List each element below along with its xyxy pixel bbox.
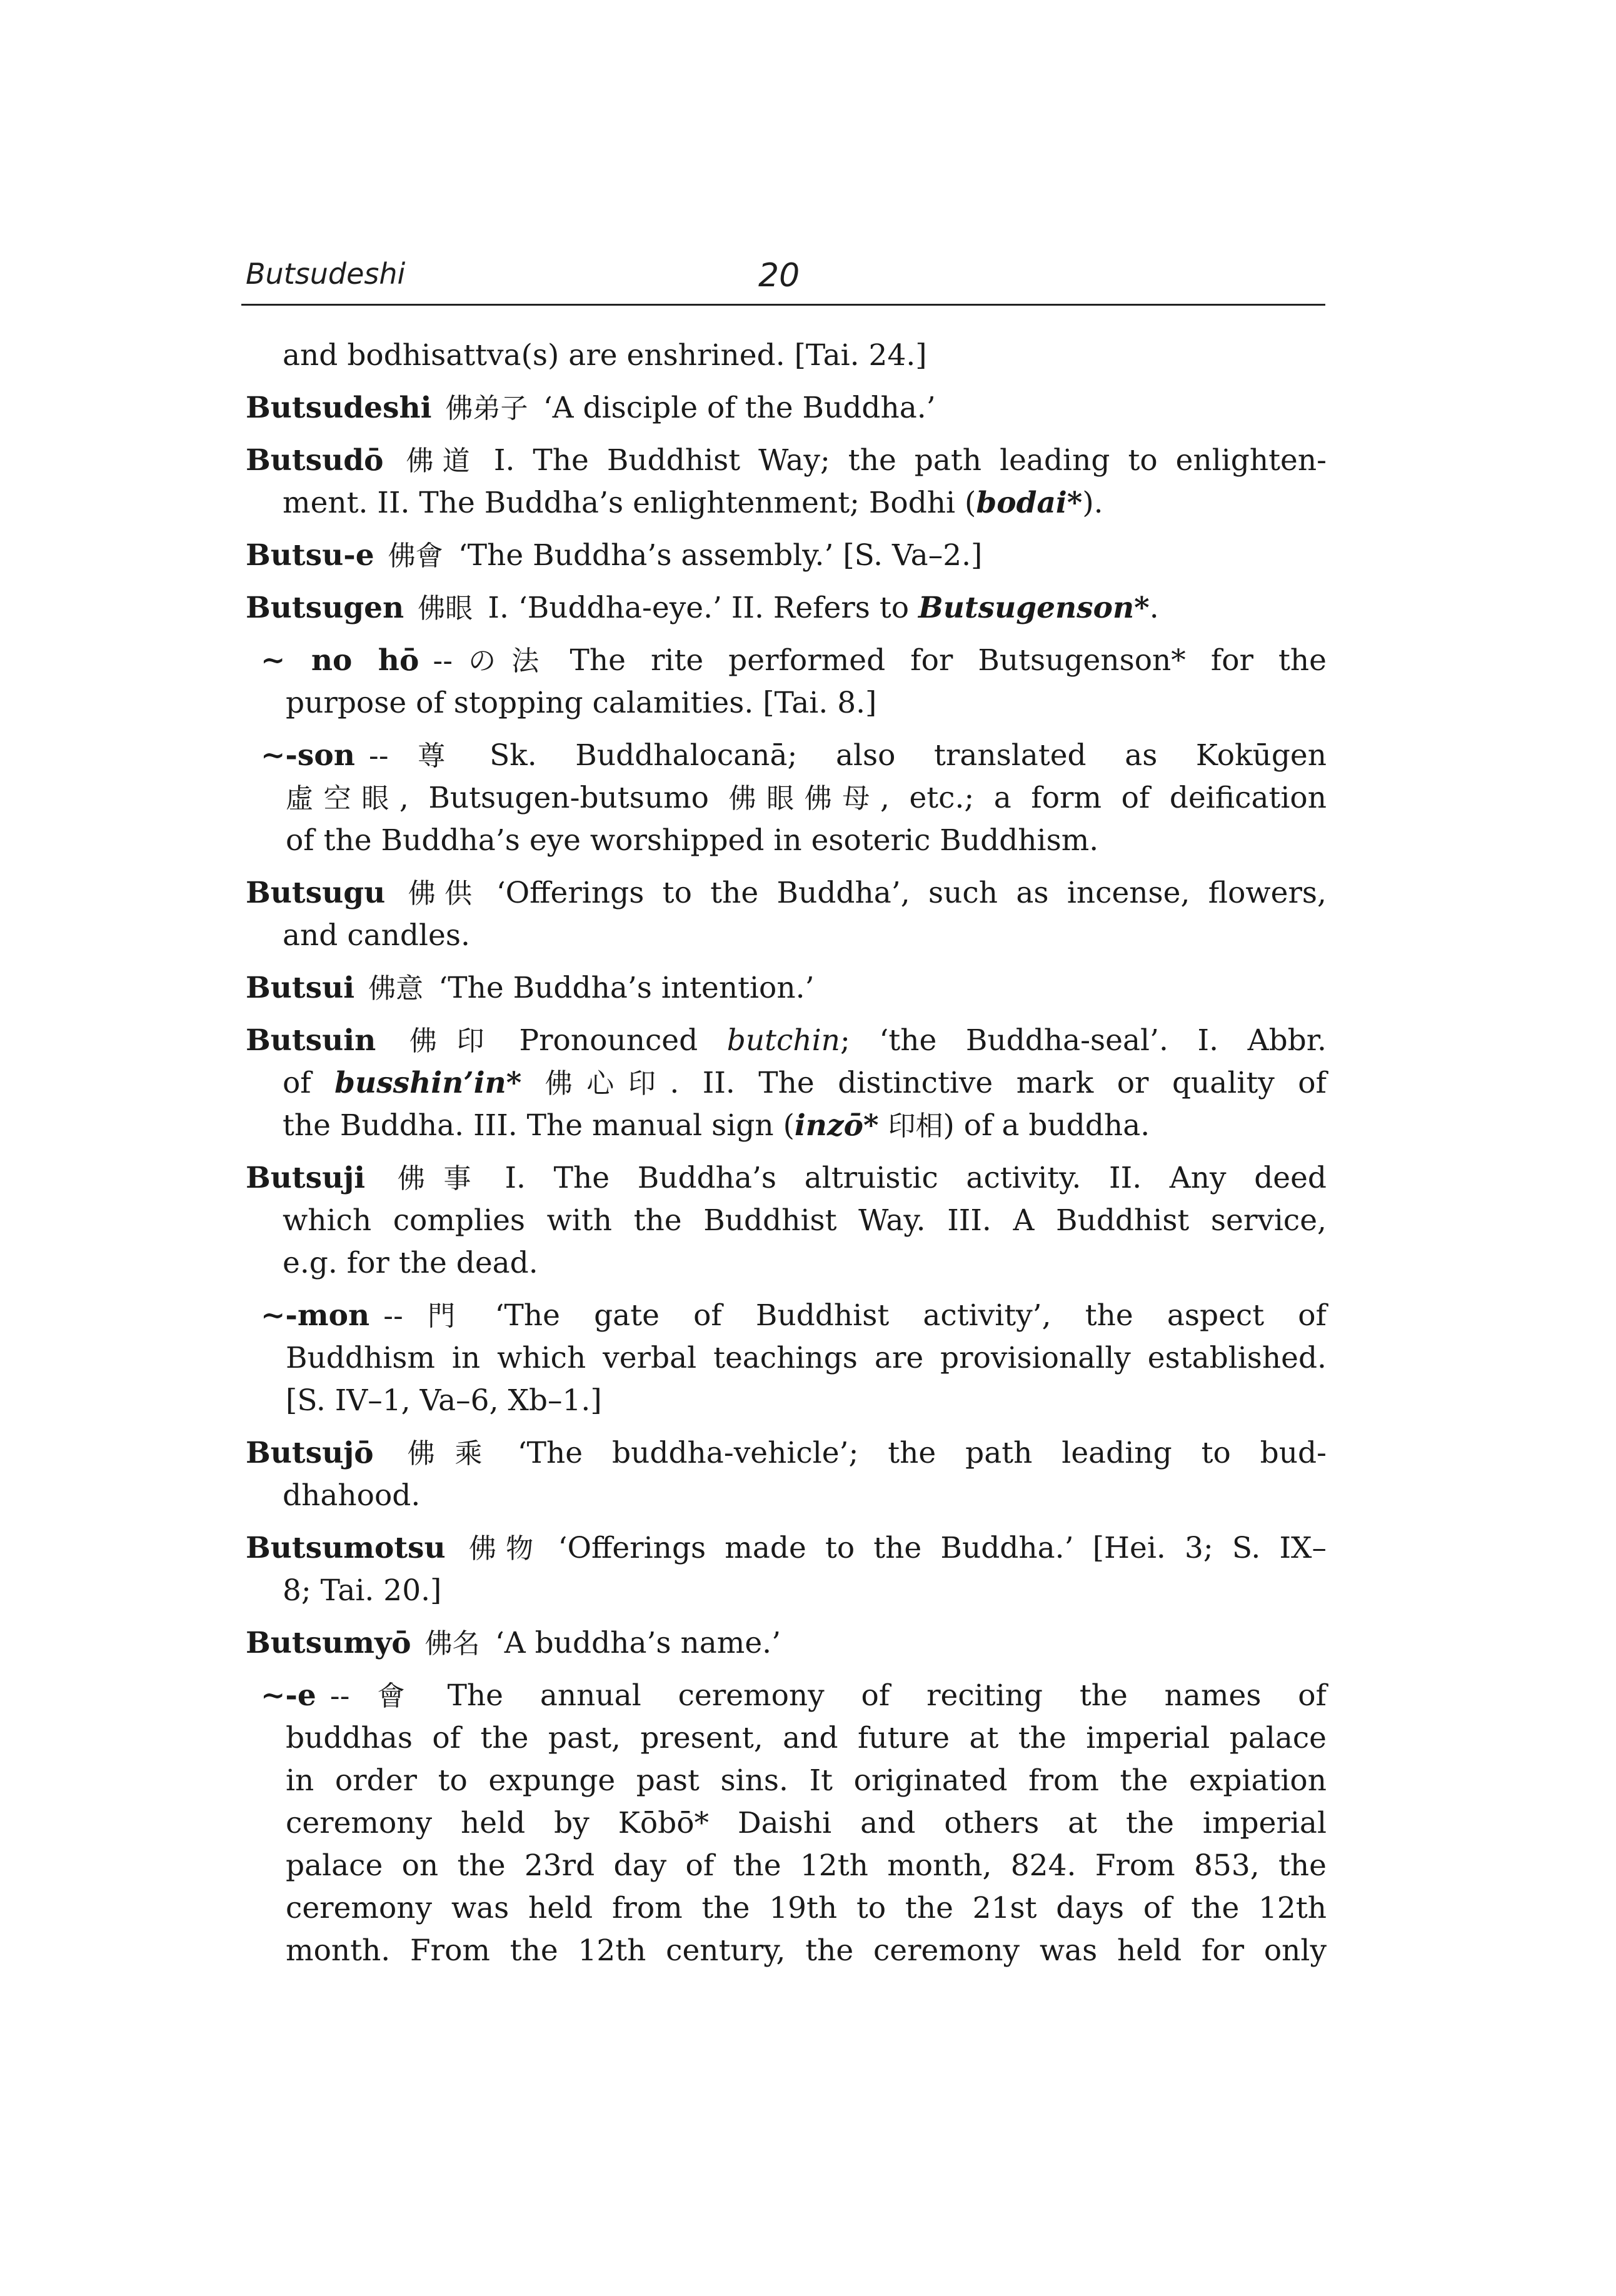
entry-list	[246, 334, 1327, 1972]
cross-reference-term: bodai*	[976, 486, 1083, 520]
definition-text: 8; Tai. 20.]	[283, 1573, 442, 1608]
definition-text: ) of a buddha.	[943, 1108, 1150, 1143]
headword: ∼-mon	[261, 1298, 370, 1333]
definition-text: ‘Offerings made to the Buddha.’ [Hei. 3; S. IX–	[558, 1531, 1327, 1565]
cross-reference-term: busshin’in*	[334, 1066, 522, 1100]
kanji-characters: 佛道	[397, 445, 479, 477]
entry-line	[246, 1157, 1327, 1200]
entry-line	[246, 777, 1327, 820]
dictionary-entry	[246, 1527, 1327, 1612]
kanji-characters: 佛乘	[387, 1438, 503, 1470]
definition-text: the Buddha. III. The manual sign (	[283, 1108, 795, 1143]
kanji-characters: 佛會	[388, 540, 443, 572]
kanji-characters: 佛物	[459, 1533, 543, 1565]
definition-text: [S. IV–1, Va–6, Xb–1.]	[286, 1383, 602, 1418]
definition-text	[879, 1108, 888, 1143]
entry-line	[246, 587, 1327, 629]
kanji-characters: 佛印	[389, 1025, 504, 1057]
headword: Butsumyō	[246, 1626, 411, 1660]
running-head: Butsudeshi	[246, 257, 406, 291]
headword: Butsudeshi	[246, 391, 432, 425]
definition-text: purpose of stopping calamities. [Tai. 8.]	[286, 686, 877, 720]
definition-text: I. The Buddhist Way; the path leading to enlighten-	[493, 443, 1327, 478]
headword: Butsudō	[246, 443, 384, 478]
headword: Butsumotsu	[246, 1531, 446, 1565]
entry-line	[246, 1242, 1327, 1285]
kanji-characters: 虛空眼	[286, 783, 399, 815]
headword: Butsujō	[246, 1436, 374, 1470]
kanji-characters: --の法	[433, 645, 555, 677]
definition-text: . II. The distinctive mark or quality of	[670, 1066, 1327, 1100]
dictionary-entry	[246, 1432, 1327, 1517]
kanji-characters: 佛事	[379, 1163, 490, 1195]
definition-text: ‘A disciple of the Buddha.’	[543, 391, 936, 425]
entry-line	[246, 1062, 1327, 1105]
kanji-characters: 印相	[888, 1110, 943, 1142]
definition-text: ; ‘the Buddha-seal’. I. Abbr.	[840, 1023, 1327, 1058]
kanji-characters: --尊	[368, 740, 474, 772]
definition-text: , Butsugen-butsumo	[399, 781, 729, 815]
entry-line	[246, 534, 1327, 577]
headword: Butsui	[246, 971, 355, 1005]
definition-text: e.g. for the dead.	[283, 1246, 538, 1280]
entry-line	[246, 639, 1327, 682]
entry-line	[246, 1570, 1327, 1612]
definition-text: and bodhisattva(s) are enshrined. [Tai. 24.]	[283, 338, 927, 373]
headword: Butsuji	[246, 1161, 366, 1195]
entry-line	[246, 1675, 1327, 1717]
sub-entry	[246, 639, 1327, 724]
dictionary-entry	[246, 967, 1327, 1010]
sub-entry	[246, 1675, 1327, 1972]
dictionary-entry	[246, 1622, 1327, 1665]
entry-line	[246, 1105, 1327, 1147]
kanji-characters: 佛眼	[418, 593, 473, 624]
entry-line	[246, 1432, 1327, 1475]
definition-text: , etc.; a form of deification	[880, 781, 1327, 815]
entry-line	[246, 915, 1327, 957]
entry-line	[246, 734, 1327, 777]
definition-text: ‘The Buddha’s assembly.’ [S. Va–2.]	[458, 538, 983, 573]
entry-line	[246, 1887, 1327, 1930]
dictionary-entry	[246, 872, 1327, 957]
entry-line	[246, 1760, 1327, 1802]
kanji-characters: 佛心印	[545, 1068, 670, 1100]
dictionary-entry	[246, 1020, 1327, 1147]
entry-line	[246, 1717, 1327, 1760]
kanji-characters: 佛供	[399, 878, 481, 910]
definition-text: which complies with the Buddhist Way. III. A Buddhist service,	[283, 1203, 1327, 1238]
headword: Butsu-e	[246, 538, 374, 573]
entry-line	[246, 334, 1327, 377]
entry-line	[246, 1337, 1327, 1380]
sub-entry	[246, 1295, 1327, 1422]
definition-text: Pronounced	[519, 1023, 727, 1058]
entry-line	[246, 482, 1327, 524]
definition-text: ‘A buddha’s name.’	[494, 1626, 781, 1660]
definition-text: palace on the 23rd day of the 12th month, 824. From 853, the	[286, 1848, 1327, 1883]
headword: Butsugen	[246, 591, 404, 625]
definition-text: Buddhism in which verbal teachings are provisionally established.	[286, 1341, 1327, 1375]
page-number: 20	[758, 257, 800, 294]
entry-line	[246, 1295, 1327, 1337]
definition-text: ‘The gate of Buddhist activity’, the aspect of	[494, 1298, 1327, 1333]
definition-text: ceremony held by Kōbō* Daishi and others at the imperial	[286, 1806, 1327, 1840]
headword: ∼-e	[261, 1678, 316, 1713]
definition-text: ).	[1082, 486, 1103, 520]
kanji-characters: --會	[329, 1680, 433, 1712]
definition-text: of the Buddha’s eye worshipped in esoteric Buddhism.	[286, 823, 1099, 858]
dictionary-entry	[246, 587, 1327, 629]
definition-text: ‘The Buddha’s intention.’	[438, 971, 815, 1005]
cross-reference-term: inzō*	[794, 1108, 879, 1143]
kanji-characters: --門	[383, 1300, 480, 1332]
definition-text	[521, 1066, 545, 1100]
dictionary-entry	[246, 387, 1327, 429]
definition-text: I. The Buddha’s altruistic activity. II. Any deed	[504, 1161, 1327, 1195]
entry-line	[246, 387, 1327, 429]
kanji-characters: 佛眼佛母	[728, 783, 880, 815]
entry-line	[246, 682, 1327, 724]
kanji-characters: 佛弟子	[445, 393, 528, 424]
entry-line	[246, 1845, 1327, 1887]
kanji-characters: 佛名	[424, 1628, 480, 1660]
definition-text: The annual ceremony of reciting the names of	[447, 1678, 1327, 1713]
entry-line	[246, 439, 1327, 482]
definition-text: ceremony was held from the 19th to the 21st days of the 12th	[286, 1891, 1327, 1925]
kanji-characters: 佛意	[368, 973, 424, 1005]
italic-term: butchin	[726, 1023, 840, 1058]
cross-reference-term: Butsugenson*	[918, 591, 1150, 625]
continued-entry	[246, 334, 1327, 377]
headword: Butsuin	[246, 1023, 376, 1058]
sub-entry	[246, 734, 1327, 862]
entry-line	[246, 1380, 1327, 1422]
definition-text: month. From the 12th century, the ceremony was held for only	[286, 1933, 1327, 1968]
definition-text: ‘The buddha-vehicle’; the path leading to bud-	[517, 1436, 1327, 1470]
entry-line	[246, 1930, 1327, 1972]
entry-line	[246, 872, 1327, 915]
dictionary-entry	[246, 1157, 1327, 1285]
headword: ∼ no hō	[261, 643, 419, 678]
headword: ∼-son	[261, 738, 355, 773]
definition-text: and candles.	[283, 918, 470, 953]
entry-line	[246, 1527, 1327, 1570]
definition-text: Sk. Buddhalocanā; also translated as Kokūgen	[489, 738, 1327, 773]
entry-line	[246, 967, 1327, 1010]
definition-text: dhahood.	[283, 1478, 421, 1513]
dictionary-entry	[246, 439, 1327, 524]
definition-text: The rite performed for Butsugenson* for the	[570, 643, 1327, 678]
entry-line	[246, 1622, 1327, 1665]
definition-text: ‘Offerings to the Buddha’, such as incense, flowers,	[496, 876, 1327, 910]
entry-line	[246, 1020, 1327, 1062]
entry-line	[246, 1802, 1327, 1845]
definition-text: I. ‘Buddha-eye.’ II. Refers to	[488, 591, 918, 625]
entry-line	[246, 1200, 1327, 1242]
definition-text: of	[283, 1066, 335, 1100]
dictionary-entry	[246, 534, 1327, 577]
entry-line	[246, 1475, 1327, 1517]
definition-text: buddhas of the past, present, and future at the imperial palace	[286, 1721, 1327, 1755]
headword: Butsugu	[246, 876, 386, 910]
definition-text: in order to expunge past sins. It originated from the expiation	[286, 1763, 1327, 1798]
definition-text: .	[1149, 591, 1159, 625]
header-rule	[241, 304, 1325, 306]
definition-text: ment. II. The Buddha’s enlightenment; Bodhi (	[283, 486, 976, 520]
entry-line	[246, 820, 1327, 862]
